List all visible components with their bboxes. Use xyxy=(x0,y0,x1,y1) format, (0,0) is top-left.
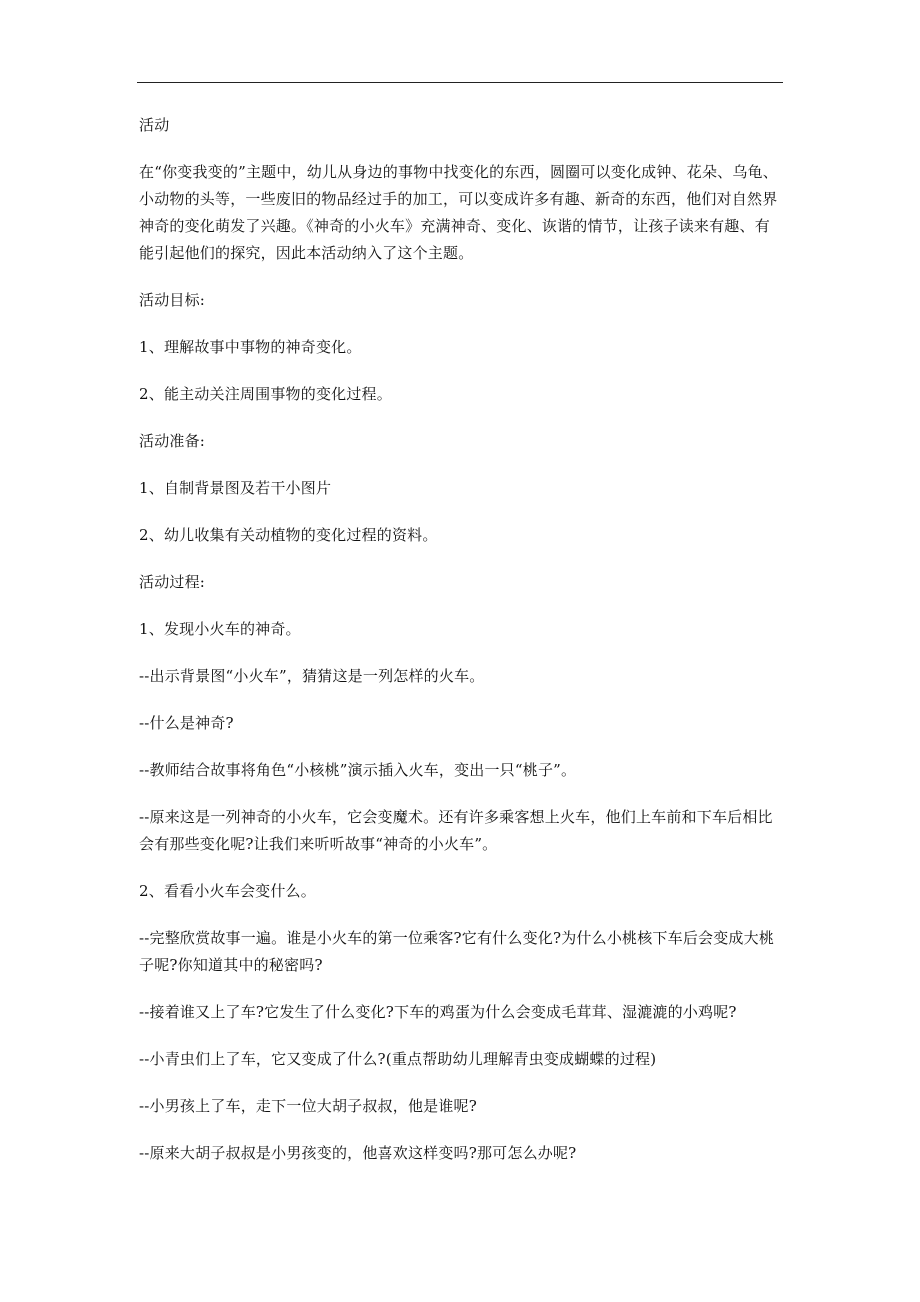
process-heading: 活动过程: xyxy=(139,573,206,591)
process-line: --教师结合故事将角色“小核桃”演示插入火车，变出一只“桃子”。 xyxy=(139,761,577,779)
process-line: --原来这是一列神奇的小火车，它会变魔术。还有许多乘客想上火车，他们上车前和下车后相比会有那些变化呢?让我们来听听故事“神奇的小火车”。 xyxy=(139,808,773,853)
goal-item: 1、理解故事中事物的神奇变化。 xyxy=(139,338,362,356)
process-step: 1、发现小火车的神奇。 xyxy=(139,620,301,638)
preparation-heading: 活动准备: xyxy=(139,432,206,450)
header-rule xyxy=(137,82,783,83)
process-step: 2、看看小火车会变什么。 xyxy=(139,882,316,900)
process-line: --什么是神奇? xyxy=(139,714,234,732)
process-line: --接着谁又上了车?它发生了什么变化?下车的鸡蛋为什么会变成毛茸茸、湿漉漉的小鸡呢? xyxy=(139,1003,737,1021)
document-body xyxy=(139,112,785,1187)
preparation-item: 1、自制背景图及若干小图片 xyxy=(139,479,332,497)
goals-heading: 活动目标: xyxy=(139,291,206,309)
process-line: --原来大胡子叔叔是小男孩变的，他喜欢这样变吗?那可怎么办呢? xyxy=(139,1144,577,1162)
preparation-item: 2、幼儿收集有关动植物的变化过程的资料。 xyxy=(139,526,438,544)
process-line: --完整欣赏故事一遍。谁是小火车的第一位乘客?它有什么变化?为什么小桃核下车后会变成大桃子呢?你知道其中的秘密吗? xyxy=(139,929,775,974)
process-line: --小青虫们上了车，它又变成了什么?(重点帮助幼儿理解青虫变成蝴蝶的过程) xyxy=(139,1050,657,1068)
process-line: --出示背景图“小火车”，猜猜这是一列怎样的火车。 xyxy=(139,667,485,685)
process-line: --小男孩上了车，走下一位大胡子叔叔，他是谁呢? xyxy=(139,1097,477,1115)
goal-item: 2、能主动关注周围事物的变化过程。 xyxy=(139,385,392,403)
intro-paragraph: 在“你变我变的”主题中，幼儿从身边的事物中找变化的东西，圆圈可以变化成钟、花朵、乌龟、小动物的头等，一些废旧的物品经过手的加工，可以变成许多有趣、新奇的东西，他们对自然界神奇的变化萌发了兴趣。《神奇的小火车》充满神奇、变化、诙谐的情节，让孩子读来有趣、有能引起他们的探究，因此本活动纳入了这个主题。 xyxy=(139,163,778,262)
section-title: 活动 xyxy=(139,116,170,134)
